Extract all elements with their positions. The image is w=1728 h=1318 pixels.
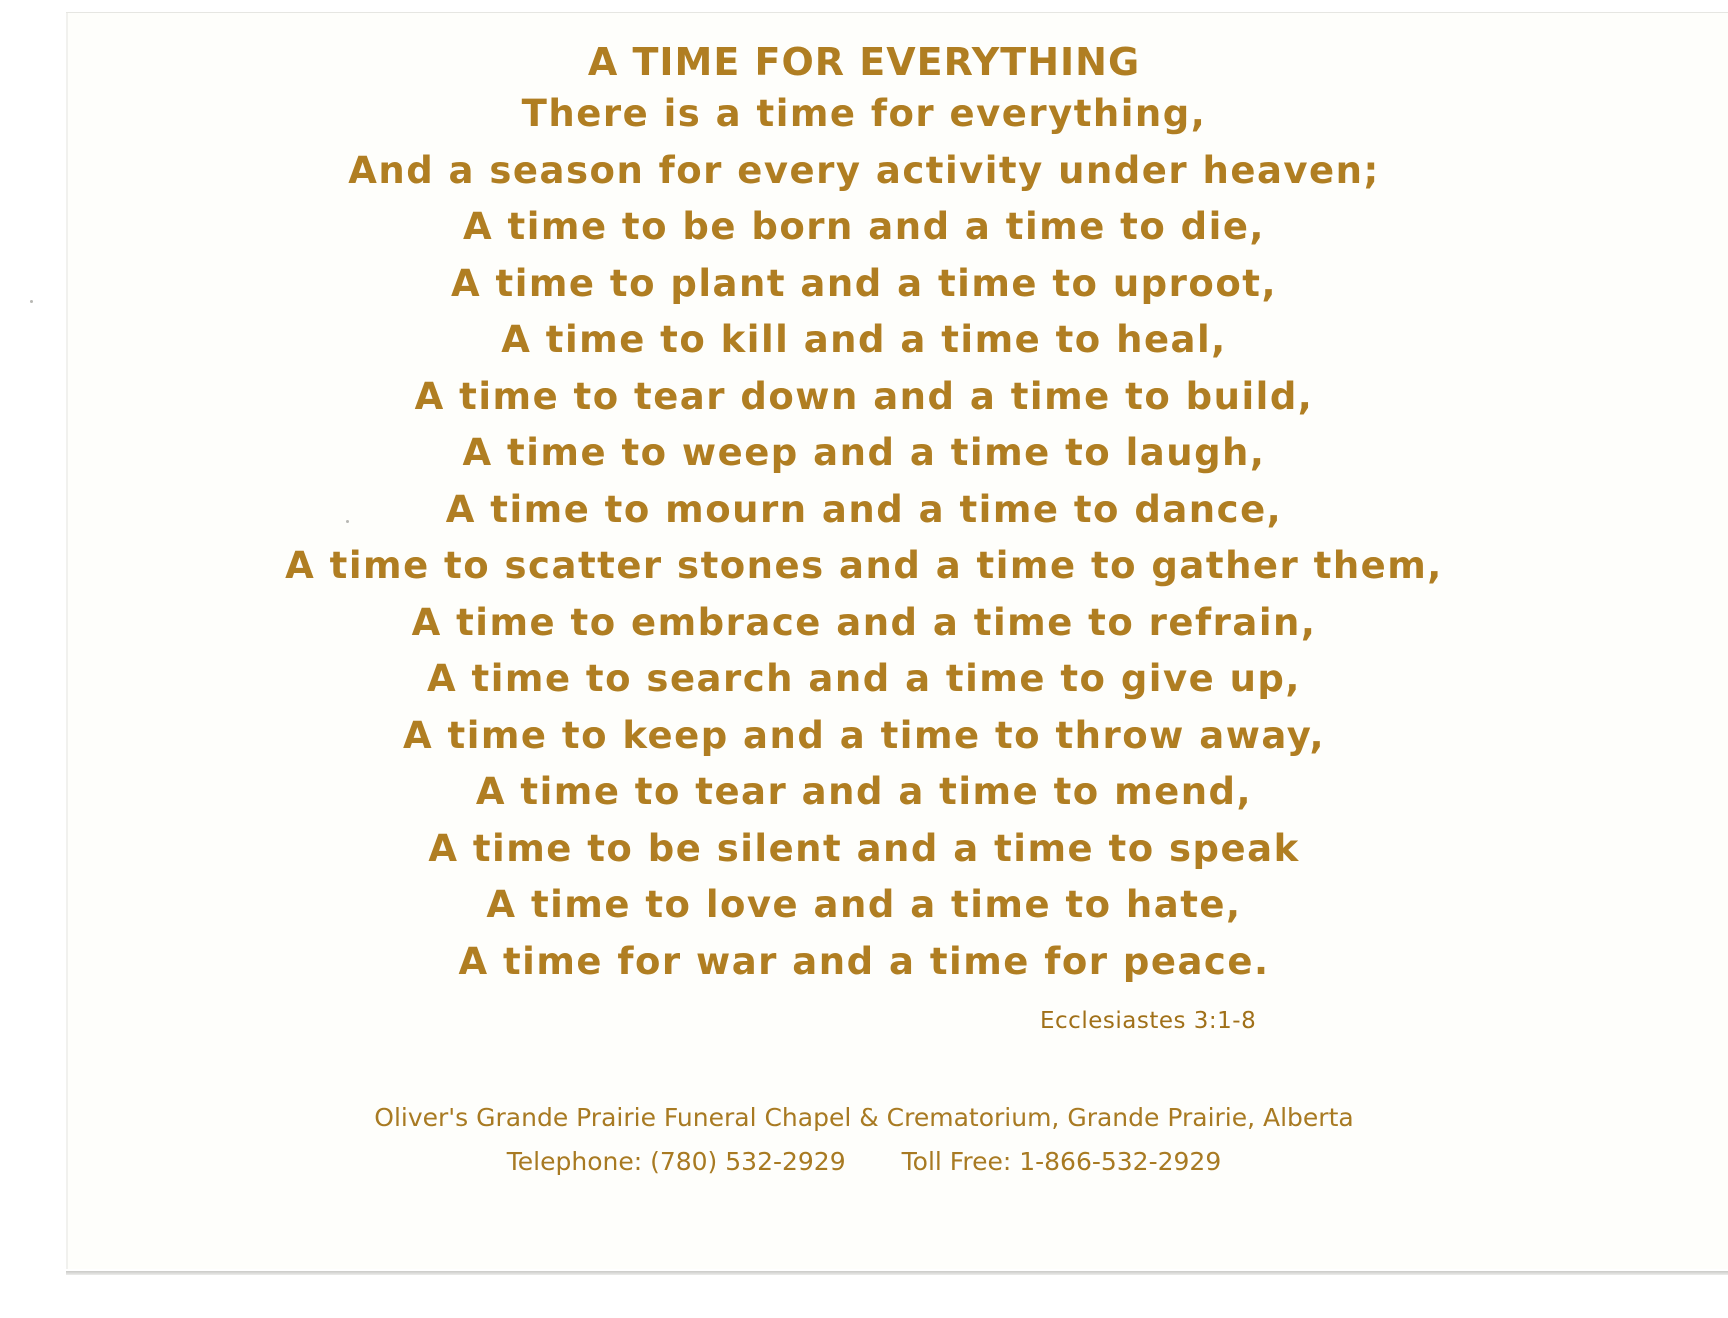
toll-free: Toll Free: 1-866-532-2929 bbox=[901, 1147, 1222, 1176]
poem-line: A time to be born and a time to die, bbox=[463, 205, 1265, 248]
footer bbox=[0, 1096, 1728, 1184]
business-name: Oliver's Grande Prairie Funeral Chapel & Crematorium, Grande Prairie, Alberta bbox=[374, 1103, 1354, 1132]
poem-line: A time to love and a time to hate, bbox=[486, 883, 1242, 926]
poem-line: A time for war and a time for peace. bbox=[458, 939, 1270, 983]
poem-line: A time to be silent and a time to speak bbox=[428, 826, 1300, 870]
poem-line: A time to embrace and a time to refrain, bbox=[411, 600, 1317, 644]
poem-line: A time to kill and a time to heal, bbox=[501, 318, 1227, 361]
poem-line: A time to mourn and a time to dance, bbox=[445, 487, 1283, 531]
poem-line: A time to tear down and a time to build, bbox=[414, 374, 1314, 418]
scripture-citation: Ecclesiastes 3:1-8 bbox=[1040, 1008, 1257, 1034]
poem-line: And a season for every activity under heaven; bbox=[348, 148, 1380, 192]
contact-line bbox=[0, 1140, 1728, 1184]
poem bbox=[0, 38, 1728, 990]
poem-line: A time to tear and a time to mend, bbox=[475, 770, 1253, 813]
card-bottom-edge bbox=[66, 1271, 1728, 1275]
poem-line: A time to weep and a time to laugh, bbox=[462, 431, 1266, 474]
poem-line: There is a time for everything, bbox=[521, 92, 1207, 135]
poem-line: A time to plant and a time to uproot, bbox=[450, 261, 1277, 305]
poem-line: A time to scatter stones and a time to gather them, bbox=[285, 544, 1443, 587]
poem-line: A time to keep and a time to throw away, bbox=[402, 713, 1326, 757]
poem-title: A TIME FOR EVERYTHING bbox=[587, 40, 1141, 84]
telephone: Telephone: (780) 532-2929 bbox=[506, 1147, 846, 1176]
poem-line: A time to search and a time to give up, bbox=[427, 657, 1301, 700]
